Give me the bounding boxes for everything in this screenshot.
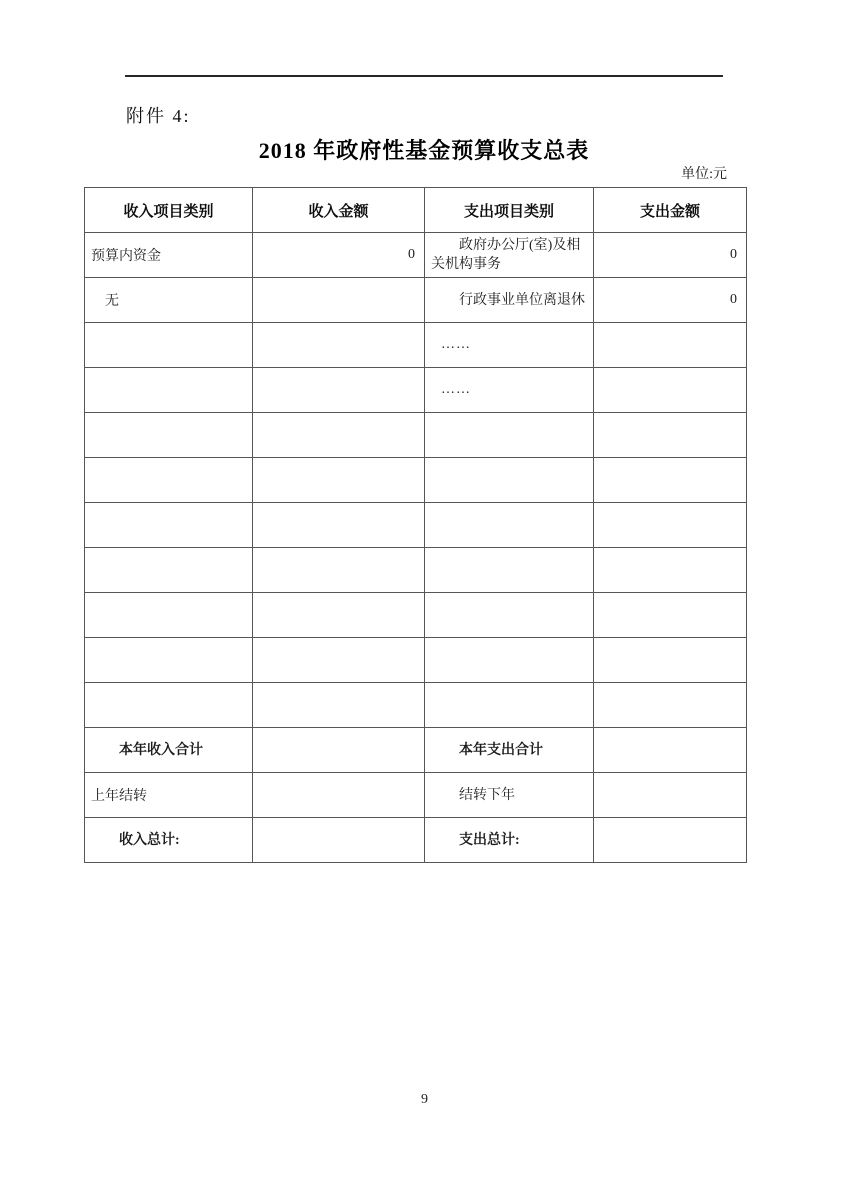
income-category-cell: 上年结转: [85, 773, 253, 818]
income-category-cell: 收入总计:: [85, 818, 253, 863]
income-amount-cell: [253, 818, 425, 863]
table-row: [85, 728, 747, 773]
income-amount-cell: [253, 413, 425, 458]
table-row: [85, 818, 747, 863]
col-header-expense-category: 支出项目类别: [425, 188, 594, 233]
income-amount-cell: [253, 728, 425, 773]
expense-category-cell: ……: [425, 368, 594, 413]
expense-amount-cell: 0: [594, 278, 747, 323]
expense-category-cell: [425, 638, 594, 683]
expense-category-cell: 政府办公厅(室)及相关机构事务: [425, 233, 594, 278]
table-row-empty: [85, 503, 747, 548]
col-header-expense-amount: 支出金额: [594, 188, 747, 233]
expense-category-cell: ……: [425, 323, 594, 368]
income-amount-cell: [253, 323, 425, 368]
table-row-empty: [85, 638, 747, 683]
income-category-cell: 预算内资金: [85, 233, 253, 278]
table-row: [85, 323, 747, 368]
table-row: [85, 233, 747, 278]
income-amount-cell: [253, 638, 425, 683]
income-amount-cell: [253, 773, 425, 818]
expense-category-cell: [425, 548, 594, 593]
expense-amount-cell: [594, 368, 747, 413]
expense-amount-cell: [594, 548, 747, 593]
income-amount-cell: 0: [253, 233, 425, 278]
income-amount-cell: [253, 503, 425, 548]
income-amount-cell: [253, 368, 425, 413]
page-number: 9: [421, 1092, 428, 1107]
expense-amount-cell: [594, 728, 747, 773]
expense-amount-cell: [594, 683, 747, 728]
income-amount-cell: [253, 683, 425, 728]
expense-category-cell: 结转下年: [425, 773, 594, 818]
table-row-empty: [85, 458, 747, 503]
budget-table: [84, 187, 747, 863]
income-category-cell: [85, 458, 253, 503]
page-title: 2018 年政府性基金预算收支总表: [258, 138, 590, 163]
attachment-label: 附件 4:: [126, 106, 191, 126]
table-row-empty: [85, 413, 747, 458]
table-row: [85, 368, 747, 413]
income-category-cell: [85, 323, 253, 368]
expense-amount-cell: [594, 818, 747, 863]
income-category-cell: [85, 548, 253, 593]
income-amount-cell: [253, 548, 425, 593]
expense-category-cell: [425, 413, 594, 458]
expense-amount-cell: [594, 323, 747, 368]
expense-category-cell: [425, 458, 594, 503]
income-category-cell: [85, 593, 253, 638]
col-header-income-amount: 收入金额: [253, 188, 425, 233]
expense-amount-cell: [594, 413, 747, 458]
table-row: [85, 773, 747, 818]
table-header-row: [85, 188, 747, 233]
table-row: [85, 278, 747, 323]
expense-category-cell: [425, 683, 594, 728]
expense-amount-cell: [594, 503, 747, 548]
header-rule: [125, 75, 723, 77]
expense-amount-cell: [594, 593, 747, 638]
income-amount-cell: [253, 593, 425, 638]
income-amount-cell: [253, 278, 425, 323]
income-category-cell: 本年收入合计: [85, 728, 253, 773]
income-category-cell: 无: [85, 278, 253, 323]
expense-category-cell: [425, 593, 594, 638]
income-category-cell: [85, 413, 253, 458]
col-header-income-category: 收入项目类别: [85, 188, 253, 233]
expense-amount-cell: [594, 773, 747, 818]
expense-category-cell: 支出总计:: [425, 818, 594, 863]
table-row-empty: [85, 683, 747, 728]
expense-category-cell: 本年支出合计: [425, 728, 594, 773]
expense-category-cell: 行政事业单位离退休: [425, 278, 594, 323]
income-category-cell: [85, 503, 253, 548]
expense-amount-cell: [594, 638, 747, 683]
income-amount-cell: [253, 458, 425, 503]
income-category-cell: [85, 368, 253, 413]
expense-amount-cell: [594, 458, 747, 503]
table-row-empty: [85, 548, 747, 593]
expense-amount-cell: 0: [594, 233, 747, 278]
unit-label: 单位:元: [681, 167, 727, 182]
income-category-cell: [85, 638, 253, 683]
table-row-empty: [85, 593, 747, 638]
income-category-cell: [85, 683, 253, 728]
expense-category-cell: [425, 503, 594, 548]
